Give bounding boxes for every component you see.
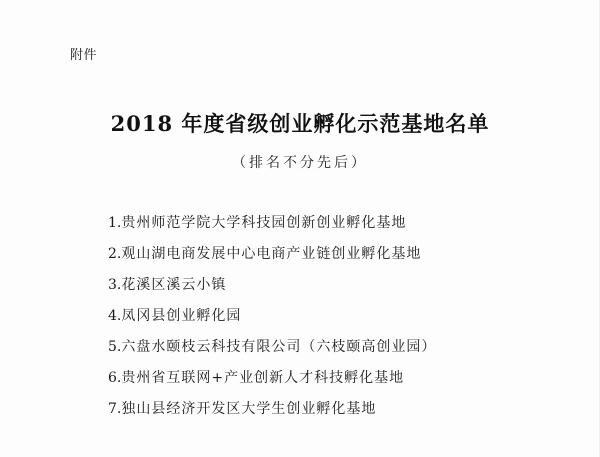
base-list (108, 208, 436, 425)
list-item (108, 394, 436, 425)
list-item-number: 7. (108, 401, 122, 417)
list-item-number: 1. (108, 215, 122, 231)
list-item-number: 2. (108, 246, 122, 262)
list-item-number: 5. (108, 339, 122, 355)
list-item-text: 贵州省互联网+产业创新人才科技孵化基地 (121, 370, 405, 386)
list-item-number: 3. (108, 277, 122, 293)
list-item-number: 4. (108, 308, 122, 324)
list-item-text: 独山县经济开发区大学生创业孵化基地 (121, 401, 377, 417)
list-item-text: 凤冈县创业孵化园 (121, 308, 242, 324)
list-item (108, 239, 436, 270)
list-item-text: 六盘水颐枝云科技有限公司（六枝颐高创业园） (121, 339, 437, 355)
list-item (108, 363, 436, 394)
list-item-number: 6. (108, 370, 122, 386)
list-item (108, 208, 436, 239)
list-item (108, 301, 436, 332)
list-item-text: 贵州师范学院大学科技园创新创业孵化基地 (121, 215, 407, 231)
list-item-text: 花溪区溪云小镇 (121, 277, 227, 293)
list-item-text: 观山湖电商发展中心电商产业链创业孵化基地 (121, 246, 422, 262)
list-item (108, 270, 436, 301)
document-title: 2018 年度省级创业孵化示范基地名单 (110, 111, 490, 136)
list-item (108, 332, 436, 363)
attachment-label: 附件 (70, 48, 98, 63)
document-subtitle: （排名不分先后） (232, 155, 368, 171)
